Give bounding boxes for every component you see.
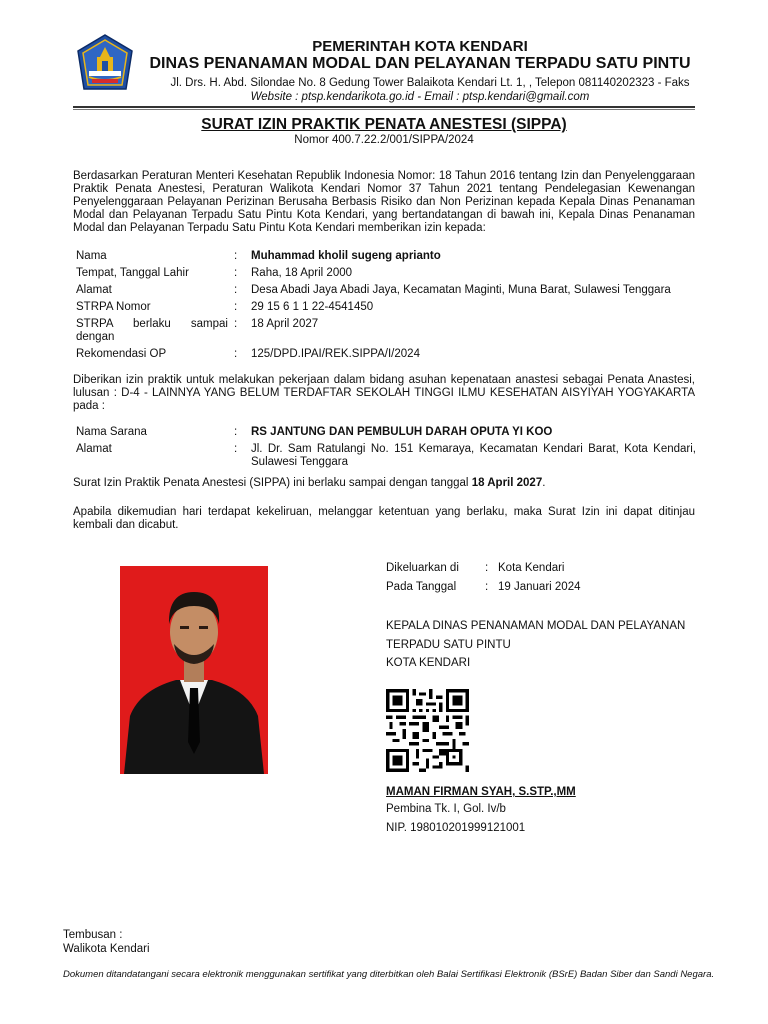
header-divider-thin bbox=[73, 109, 695, 110]
field-label: Tempat, Tanggal Lahir bbox=[76, 267, 189, 279]
applicant-address: Desa Abadi Jaya Abadi Jaya, Kecamatan Maginti, Muna Barat, Sulawesi Tenggara bbox=[251, 284, 671, 296]
header-address: Jl. Drs. H. Abd. Silondae No. 8 Gedung Tower Balaikota Kendari Lt. 1, , Telepon 081140202323 - Faks bbox=[170, 77, 690, 89]
validity-paragraph bbox=[73, 477, 695, 490]
field-label: STRPA Nomor bbox=[76, 301, 151, 313]
document-number: Nomor 400.7.22.2/001/SIPPA/2024 bbox=[294, 134, 474, 146]
signatory-name: MAMAN FIRMAN SYAH, S.STP.,MM bbox=[386, 786, 576, 798]
e-signature-footer: Dokumen ditandatangani secara elektronik menggunakan sertifikat yang diterbitkan oleh Balai Sertifikasi Elektronik (BSrE) Badan Siber dan Sandi Negara. bbox=[63, 969, 715, 980]
closing-paragraph: Apabila dikemudian hari terdapat kekeliruan, melanggar ketentuan yang berlaku, maka Surat Izin ini dapat ditinjau kembali dan dicabut. bbox=[73, 506, 695, 531]
field-label: Nama Sarana bbox=[76, 426, 147, 438]
field-label: STRPA berlaku sampai dengan bbox=[76, 318, 228, 343]
field-colon: : bbox=[234, 443, 238, 455]
field-colon: : bbox=[234, 267, 238, 279]
field-colon: : bbox=[234, 318, 238, 330]
applicant-row-strpa-validity bbox=[76, 318, 696, 346]
permit-paragraph: Diberikan izin praktik untuk melakukan pekerjaan dalam bidang asuhan kepenataan anastesi sebagai Penata Anastesi, lulusan : D-4 - LAINNYA YANG BELUM TERDAFTAR SEKOLAH TINGGI ILMU KESEHATAN AISYIYAH YOGYAKARTA pada : bbox=[73, 374, 695, 412]
field-label: Nama bbox=[76, 250, 107, 262]
facility-name: RS JANTUNG DAN PEMBULUH DARAH OPUTA YI KOO bbox=[251, 426, 553, 438]
applicant-photo bbox=[120, 566, 268, 774]
portrait-image bbox=[120, 566, 268, 774]
office-title-line3: KOTA KENDARI bbox=[386, 657, 471, 669]
issued-at-label: Dikeluarkan di bbox=[386, 562, 459, 574]
validity-end: . bbox=[542, 477, 546, 489]
document-title: SURAT IZIN PRAKTIK PENATA ANESTESI (SIPPA) bbox=[201, 116, 567, 133]
kota-kendari-emblem-icon bbox=[75, 33, 135, 93]
header-government: PEMERINTAH KOTA KENDARI bbox=[312, 38, 528, 55]
signatory-rank: Pembina Tk. I, Gol. Iv/b bbox=[386, 803, 506, 815]
office-title-line1: KEPALA DINAS PENANAMAN MODAL DAN PELAYANAN bbox=[386, 620, 686, 632]
office-title-line2: TERPADU SATU PINTU bbox=[386, 639, 511, 651]
applicant-recommendation: 125/DPD.IPAI/REK.SIPPA/I/2024 bbox=[251, 348, 420, 360]
header-agency: DINAS PENANAMAN MODAL DAN PELAYANAN TERPADU SATU PINTU bbox=[149, 55, 691, 72]
field-colon: : bbox=[234, 301, 238, 313]
issued-at-colon: : bbox=[485, 562, 489, 574]
applicant-strpa-validity: 18 April 2027 bbox=[251, 318, 319, 330]
facility-address: Jl. Dr. Sam Ratulangi No. 151 Kemaraya, Kecamatan Kendari Barat, Kota Kendari, Sulawesi Tenggara bbox=[251, 443, 696, 468]
validity-text: Surat Izin Praktik Penata Anestesi (SIPPA) ini berlaku sampai dengan tanggal bbox=[73, 477, 472, 489]
applicant-birth: Raha, 18 April 2000 bbox=[251, 267, 353, 279]
field-colon: : bbox=[234, 426, 238, 438]
field-label: Alamat bbox=[76, 284, 112, 296]
qr-code-icon bbox=[386, 689, 469, 772]
field-label: Alamat bbox=[76, 443, 112, 455]
cc-recipient: Walikota Kendari bbox=[63, 943, 150, 955]
issue-date-value: 19 Januari 2024 bbox=[498, 581, 581, 593]
header-divider bbox=[73, 106, 695, 108]
validity-date: 18 April 2027 bbox=[471, 477, 543, 489]
field-colon: : bbox=[234, 284, 238, 296]
issue-date-label: Pada Tanggal bbox=[386, 581, 457, 593]
header-contact: Website : ptsp.kendarikota.go.id - Email : ptsp.kendari@gmail.com bbox=[250, 91, 590, 103]
intro-paragraph: Berdasarkan Peraturan Menteri Kesehatan Republik Indonesia Nomor: 18 Tahun 2016 tentang Izin dan Penyelenggaraan Praktik Penata Anestesi, Peraturan Walikota Kendari Nomor 37 Tahun 2021 tentang Pendelegasian Kewenangan Penyelenggaraan Pelayanan Perizinan Berusaha Berbasis Risiko dan Non Perizinan kepada Kepala Dinas Penanaman Modal dan Pelayanan Terpadu Satu Pintu Kota Kendari, yang bertandatangan di bawah ini, Kepala Dinas Penanaman Modal dan Pelayanan Terpadu Satu Pintu Kota Kendari memberikan izin kepada: bbox=[73, 170, 695, 234]
applicant-strpa: 29 15 6 1 1 22-4541450 bbox=[251, 301, 374, 313]
field-colon: : bbox=[234, 250, 238, 262]
cc-label: Tembusan : bbox=[63, 929, 123, 941]
applicant-name: Muhammad kholil sugeng aprianto bbox=[251, 250, 441, 262]
signatory-nip: NIP. 198010201999121001 bbox=[386, 822, 526, 834]
issued-at-value: Kota Kendari bbox=[498, 562, 565, 574]
field-label: Rekomendasi OP bbox=[76, 348, 167, 360]
field-colon: : bbox=[234, 348, 238, 360]
issue-date-colon: : bbox=[485, 581, 489, 593]
